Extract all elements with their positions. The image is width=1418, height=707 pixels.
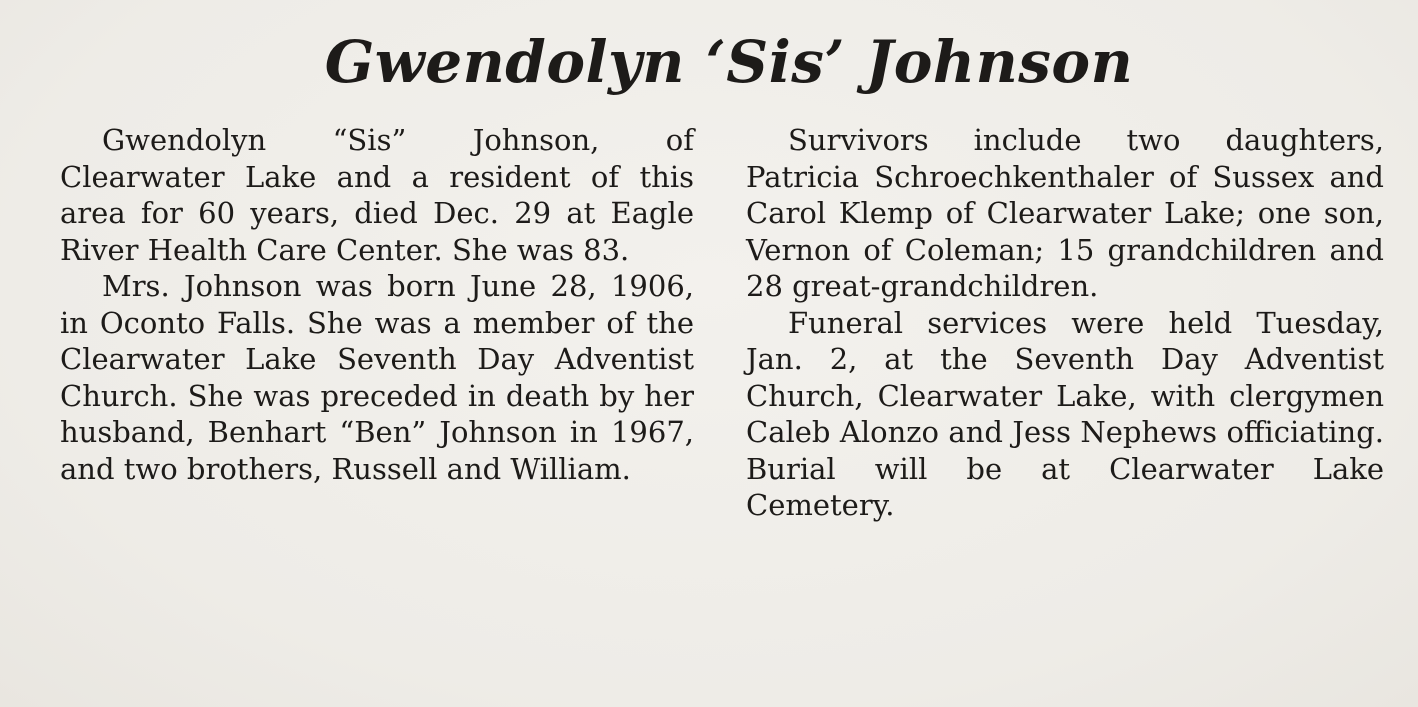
right-column [746,122,1384,524]
obituary-title: Gwendolyn ‘Sis’ Johnson [324,28,1134,96]
left-column [60,122,694,487]
left-paragraph-1: Gwendolyn “Sis” Johnson, of Clearwater Lake and a resident of this area for 60 years, died Dec. 29 at Eagle River Health Care Center. She was 83. [60,123,694,267]
right-paragraph-1: Survivors include two daughters, Patricia Schroechkenthaler of Sussex and Carol Klemp of Clearwater Lake; one son, Vernon of Coleman; 15 grandchildren and 28 great-grandchildren. [746,123,1384,303]
left-paragraph-2: Mrs. Johnson was born June 28, 1906, in Oconto Falls. She was a member of the Clearwater Lake Seventh Day Adventist Church. She was preceded in death by her husband, Benhart “Ben” Johnson in 1967, and two brothers, Russell and William. [60,269,694,486]
right-paragraph-2: Funeral services were held Tuesday, Jan. 2, at the Seventh Day Adventist Church, Clearwater Lake, with clergymen Caleb Alonzo and Jess Nephews officiating. Burial will be at Clearwater Lake Cemetery. [746,305,1384,522]
